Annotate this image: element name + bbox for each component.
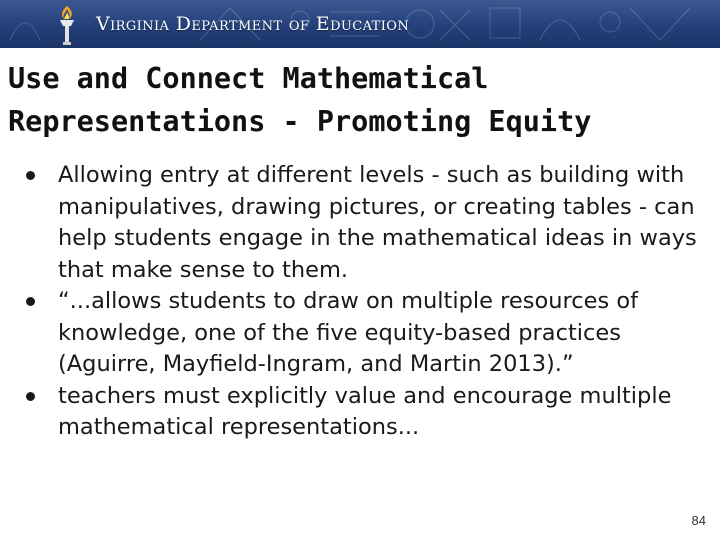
bullet-list (24, 160, 714, 444)
bullet-text: teachers must explicitly value and encourage multiple mathematical representations... (58, 382, 672, 440)
agency-name: Virginia Department of Education (96, 13, 410, 35)
torch-icon (52, 4, 82, 46)
page-number: 84 (691, 513, 706, 528)
bullet-icon (26, 392, 35, 401)
header-banner (0, 0, 720, 48)
bullet-text: “...allows students to draw on multiple resources of knowledge, one of the five equity-based practices (Aguirre, Mayfield-Ingram, and Martin 2013).” (58, 288, 639, 377)
bullet-item (24, 381, 714, 444)
bullet-icon (26, 171, 35, 180)
slide-title: Use and Connect Mathematical Representations - Promoting Equity (8, 62, 592, 138)
bullet-item (24, 160, 714, 286)
bullet-item (24, 286, 714, 381)
bullet-text: Allowing entry at different levels - such as building with manipulatives, drawing pictures, or creating tables - can help students engage in the mathematical ideas in ways that make sense to them. (58, 162, 697, 283)
bullet-icon (26, 297, 35, 306)
